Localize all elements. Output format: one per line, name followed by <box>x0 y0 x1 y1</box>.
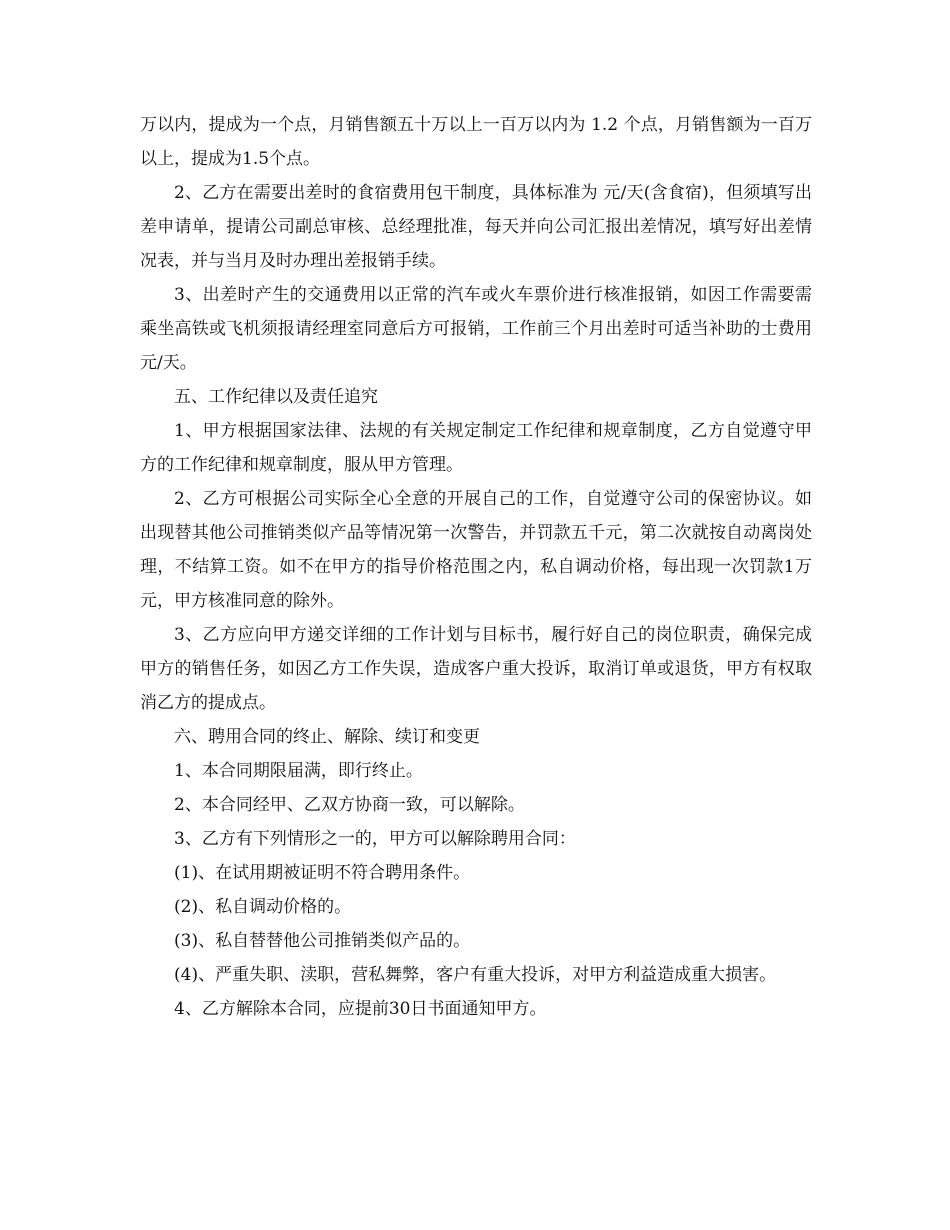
list-item-condition-1: (1)、在试用期被证明不符合聘用条件。 <box>174 863 471 883</box>
list-item-condition-4: (4)、严重失职、渎职，营私舞弊，客户有重大投诉，对甲方利益造成重大损害。 <box>174 965 777 985</box>
paragraph-discipline-rules: 1、甲方根据国家法律、法规的有关规定制定工作纪律和规章制度，乙方自觉遵守甲方的工作纪律和规章制度，服从甲方管理。 <box>140 421 812 475</box>
section-heading-discipline: 五、工作纪律以及责任追究 <box>174 387 378 407</box>
list-item-condition-3: (3)、私自替替他公司推销类似产品的。 <box>174 931 471 951</box>
paragraph-term-expiry: 1、本合同期限届满，即行终止。 <box>174 761 423 781</box>
paragraph-travel-transport: 3、出差时产生的交通费用以正常的汽车或火车票价进行核准报销，如因工作需要需乘坐高铁或飞机须报请经理室同意后方可报销，工作前三个月出差时可适当补助的士费用 元/天。 <box>140 285 812 373</box>
paragraph-notice-period: 4、乙方解除本合同，应提前30日书面通知甲方。 <box>174 999 547 1019</box>
paragraph-travel-lodging: 2、乙方在需要出差时的食宿费用包干制度，具体标准为 元/天(含食宿)，但须填写出差申请单，提请公司副总审核、总经理批准，每天并向公司汇报出差情况，填写好出差情况表，并与当月及时办理出差报销手续。 <box>140 183 812 271</box>
section-heading-contract-termination: 六、聘用合同的终止、解除、续订和变更 <box>174 727 480 747</box>
document-body <box>140 108 812 1026</box>
paragraph-mutual-agreement: 2、本合同经甲、乙双方协商一致，可以解除。 <box>174 795 525 815</box>
paragraph-termination-conditions: 3、乙方有下列情形之一的，甲方可以解除聘用合同： <box>174 829 576 849</box>
paragraph-work-plan: 3、乙方应向甲方递交详细的工作计划与目标书，履行好自己的岗位职责，确保完成甲方的销售任务，如因乙方工作失误，造成客户重大投诉，取消订单或退货，甲方有权取消乙方的提成点。 <box>140 625 812 713</box>
paragraph-confidentiality: 2、乙方可根据公司实际全心全意的开展自己的工作，自觉遵守公司的保密协议。如出现替其他公司推销类似产品等情况第一次警告，并罚款五千元，第二次就按自动离岗处理，不结算工资。如不在甲方的指导价格范围之内，私自调动价格，每出现一次罚款1万元，甲方核准同意的除外。 <box>140 489 812 611</box>
list-item-condition-2: (2)、私自调动价格的。 <box>174 897 352 917</box>
paragraph-commission-continuation: 万以内，提成为一个点，月销售额五十万以上一百万以内为 1.2 个点，月销售额为一百万以上，提成为1.5个点。 <box>140 115 812 169</box>
